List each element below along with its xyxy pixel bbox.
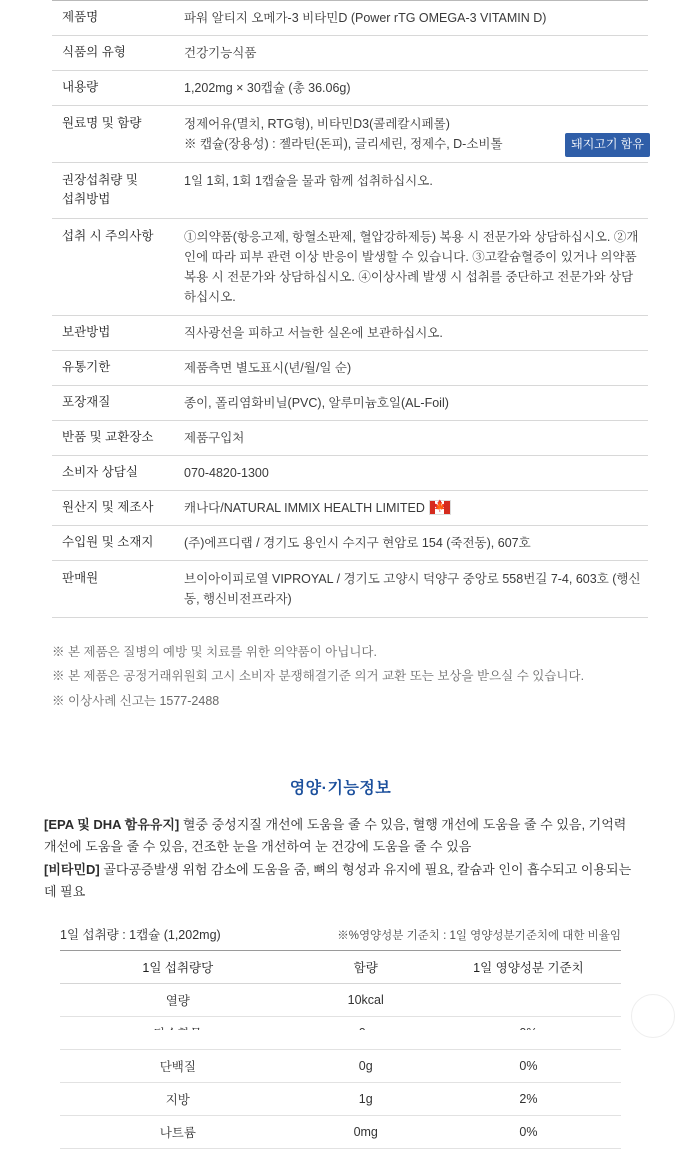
- nutrient-amount: 1g: [296, 1083, 436, 1116]
- row-label: 섭취 시 주의사항: [62, 228, 154, 243]
- row-label: 식품의 유형: [62, 45, 126, 59]
- row-label: 판매원: [62, 570, 99, 585]
- capsule-note-text: ※ 캡슐(장용성) : 젤라틴(돈피), 글리세린, 정제수, D-소비톨: [184, 137, 503, 151]
- nutrition-facts-table: [60, 950, 621, 1149]
- table-row: [52, 350, 648, 385]
- table-row: [52, 71, 648, 106]
- row-label: 내용량: [62, 80, 99, 94]
- nutrient-amount: 0g: [296, 1050, 436, 1083]
- row-value: 파워 알티지 오메가-3 비타민D (Power rTG OMEGA-3 VITAMIN D): [184, 11, 547, 25]
- row-label: 원산지 및 제조사: [62, 499, 154, 514]
- origin-text: 캐나다/NATURAL IMMIX HEALTH LIMITED: [184, 500, 425, 515]
- row-value: 070-4820-1300: [184, 465, 269, 480]
- row-value: 제품측면 별도표시(년/월/일 순): [184, 360, 352, 375]
- page-bottom-cutoff: [0, 1030, 681, 1040]
- table-row-origin: [52, 490, 648, 525]
- row-label: 제품명: [62, 10, 99, 24]
- claim-vitamin-d: [44, 859, 641, 904]
- claim-epa-dha: [44, 814, 641, 859]
- nutrient-name: 지방: [60, 1083, 296, 1116]
- table-row-dosage: [52, 163, 648, 219]
- nutrient-name: 단백질: [60, 1050, 296, 1083]
- row-label: 반품 및 교환장소: [62, 429, 154, 444]
- row-value: [176, 106, 648, 163]
- nutrient-daily-value: 0%: [436, 1050, 621, 1083]
- column-header-daily-value: 1일 영양성분 기준치: [436, 951, 621, 984]
- table-row: [60, 1116, 621, 1149]
- table-row: [52, 315, 648, 350]
- footnote-item: ※ 본 제품은 질병의 예방 및 치료를 위한 의약품이 아닙니다.: [52, 644, 377, 659]
- nutrition-claims: [44, 814, 641, 903]
- row-label: 수입원 및 소재지: [62, 534, 154, 549]
- row-label: 유통기한: [62, 359, 111, 374]
- row-label: [52, 163, 176, 219]
- nutrient-amount: 10kcal: [296, 984, 436, 1017]
- footnote-item: ※ 본 제품은 공정거래위원회 고시 소비자 분쟁해결기준 의거 교환 또는 보상을 받으실 수 있습니다.: [52, 669, 585, 684]
- product-info-table: [52, 0, 648, 618]
- intake-summary: [60, 925, 621, 950]
- claim-head: [비타민D]: [44, 861, 100, 877]
- intake-amount: 1일 섭취량 : 1캡슐 (1,202mg): [60, 928, 221, 943]
- row-label: 포장재질: [62, 394, 111, 409]
- row-value: 제품구입처: [184, 430, 245, 445]
- row-label: 소비자 상담실: [62, 464, 138, 479]
- claim-head: [EPA 및 DHA 함유유지]: [44, 816, 180, 832]
- nutrient-amount: 0mg: [296, 1116, 436, 1149]
- claim-text: 혈중 중성지질 개선에 도움을 줄 수 있음, 혈행 개선에 도움을 줄 수 있음, 기억력 개선에 도움을 줄 수 있음, 건조한 눈을 개선하여 눈 건강에 도움을 줄 수 있음: [44, 816, 627, 855]
- table-row: [52, 36, 648, 71]
- row-value: 1,202mg × 30캡슐 (총 36.06g): [184, 81, 351, 95]
- nutrient-daily-value: [436, 984, 621, 1017]
- nutrient-daily-value: 0%: [436, 1116, 621, 1149]
- row-value: ①의약품(항응고제, 항혈소판제, 혈압강하제등) 복용 시 전문가와 상담하십시오. ②개인에 따라 피부 관련 이상 반응이 발생할 수 있습니다. ③고칼슘혈증이 있거나 의약품 복용 시 전문가와 상담하십시오. ④이상사례 발생 시 섭취를 중단하고 전문가와 상담하십시오.: [184, 229, 639, 304]
- table-row-seller: [52, 560, 648, 617]
- row-label-line2: 섭취방법: [62, 192, 111, 207]
- table-header-row: [60, 951, 621, 984]
- nutrition-section-title: 영양·기능정보: [289, 779, 392, 797]
- row-label: 보관방법: [62, 324, 111, 339]
- table-row: [60, 1050, 621, 1083]
- table-row-ingredients: [52, 106, 648, 163]
- nutrient-name: 열량: [60, 984, 296, 1017]
- table-row: [52, 420, 648, 455]
- row-value: 직사광선을 피하고 서늘한 실온에 보관하십시오.: [184, 325, 443, 340]
- table-row: [60, 1083, 621, 1116]
- row-value: 종이, 폴리염화비닐(PVC), 알루미늄호일(AL-Foil): [184, 395, 449, 410]
- ingredient-main: 정제어유(멸치, RTG형), 비타민D3(콜레칼시페롤): [184, 117, 450, 131]
- table-row: [52, 525, 648, 560]
- claim-text: 골다공증발생 위험 감소에 도움을 줌, 뼈의 형성과 유지에 필요, 칼슘과 인이 흡수되고 이용되는데 필요: [44, 861, 632, 899]
- column-header-amount: 함량: [296, 951, 436, 984]
- nutrient-daily-value: 2%: [436, 1083, 621, 1116]
- table-row: [52, 455, 648, 490]
- row-value: 건강기능식품: [184, 46, 257, 60]
- footnote-item: ※ 이상사례 신고는 1577-2488: [52, 693, 220, 708]
- ingredient-capsule-note: [184, 134, 644, 154]
- table-row-cautions: [52, 218, 648, 315]
- row-value: (주)에프디랩 / 경기도 용인시 수지구 현암로 154 (죽전동), 607호: [184, 535, 531, 550]
- status-badge: 돼지고기 함유: [565, 133, 650, 157]
- scroll-indicator[interactable]: [631, 994, 675, 1038]
- footnotes: [52, 640, 652, 713]
- intake-reference-note: ※%영양성분 기준치 : 1일 영양성분기준치에 대한 비율임: [337, 930, 621, 943]
- row-value: [176, 490, 648, 525]
- pork-badge-wrapper: [561, 133, 650, 157]
- table-row: [52, 385, 648, 420]
- table-row: [52, 1, 648, 36]
- row-label: 원료명 및 함량: [62, 116, 142, 130]
- canada-flag-icon: 🍁: [429, 500, 451, 515]
- row-value: 1일 1회, 1회 1캡슐을 물과 함께 섭취하십시오.: [184, 174, 433, 188]
- column-header-serving: 1일 섭취량당: [60, 951, 296, 984]
- row-label-line1: 권장섭취량 및: [62, 173, 138, 187]
- row-value: 브이아이피로열 VIPROYAL / 경기도 고양시 덕양구 중앙로 558번길 7-4, 603호 (행신동, 행신비전프라자): [184, 571, 641, 606]
- table-row: [60, 984, 621, 1017]
- nutrient-name: 나트륨: [60, 1116, 296, 1149]
